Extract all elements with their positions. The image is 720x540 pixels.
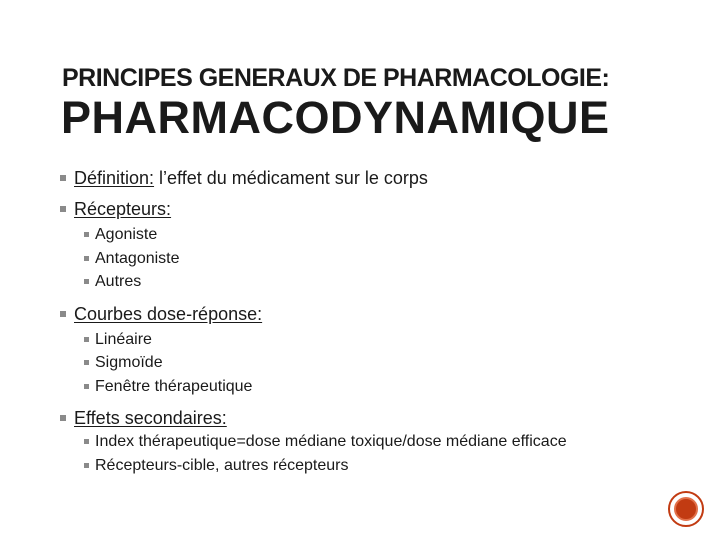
slide-title-line2: PHARMACODYNAMIQUE bbox=[61, 92, 610, 143]
bullet-icon bbox=[60, 206, 66, 212]
sub-item: Sigmoïde bbox=[95, 354, 163, 371]
bullet-list bbox=[60, 166, 700, 485]
circle-nav-icon[interactable] bbox=[668, 491, 704, 527]
sub-bullet-icon bbox=[84, 279, 89, 284]
list-item-recepteurs bbox=[60, 197, 700, 294]
sub-item: Agoniste bbox=[95, 226, 158, 243]
item-label: Effets secondaires: bbox=[74, 408, 227, 428]
item-label: Définition: bbox=[74, 168, 155, 188]
bullet-icon bbox=[60, 175, 66, 181]
list-item-definition bbox=[60, 166, 700, 190]
item-label: Courbes dose-réponse: bbox=[74, 303, 263, 324]
sub-bullet-icon bbox=[84, 360, 89, 365]
list-item-effets bbox=[60, 406, 700, 477]
sub-item: Linéaire bbox=[95, 330, 152, 348]
item-label: Récepteurs: bbox=[74, 199, 172, 219]
sub-bullet-icon bbox=[84, 232, 89, 237]
sub-item: Index thérapeutique=dose médiane toxique/dose médiane efficace bbox=[95, 433, 567, 450]
sub-item: Autres bbox=[95, 273, 142, 290]
sub-item: Récepteurs-cible, autres récepteurs bbox=[95, 456, 349, 474]
sub-bullet-icon bbox=[84, 439, 89, 444]
item-text: l’effet du médicament sur le corps bbox=[154, 168, 428, 188]
sub-bullet-icon bbox=[84, 463, 89, 468]
circle-nav-inner bbox=[674, 497, 698, 521]
bullet-icon bbox=[60, 311, 66, 317]
list-item-courbes bbox=[60, 302, 700, 399]
slide-title-line1: PRINCIPES GENERAUX DE PHARMACOLOGIE: bbox=[62, 64, 610, 92]
sub-bullet-icon bbox=[84, 384, 89, 389]
sub-item: Antagoniste bbox=[95, 249, 180, 267]
sub-bullet-icon bbox=[84, 256, 89, 261]
sub-bullet-icon bbox=[84, 337, 89, 342]
bullet-icon bbox=[60, 415, 66, 421]
sub-item: Fenêtre thérapeutique bbox=[95, 377, 253, 395]
